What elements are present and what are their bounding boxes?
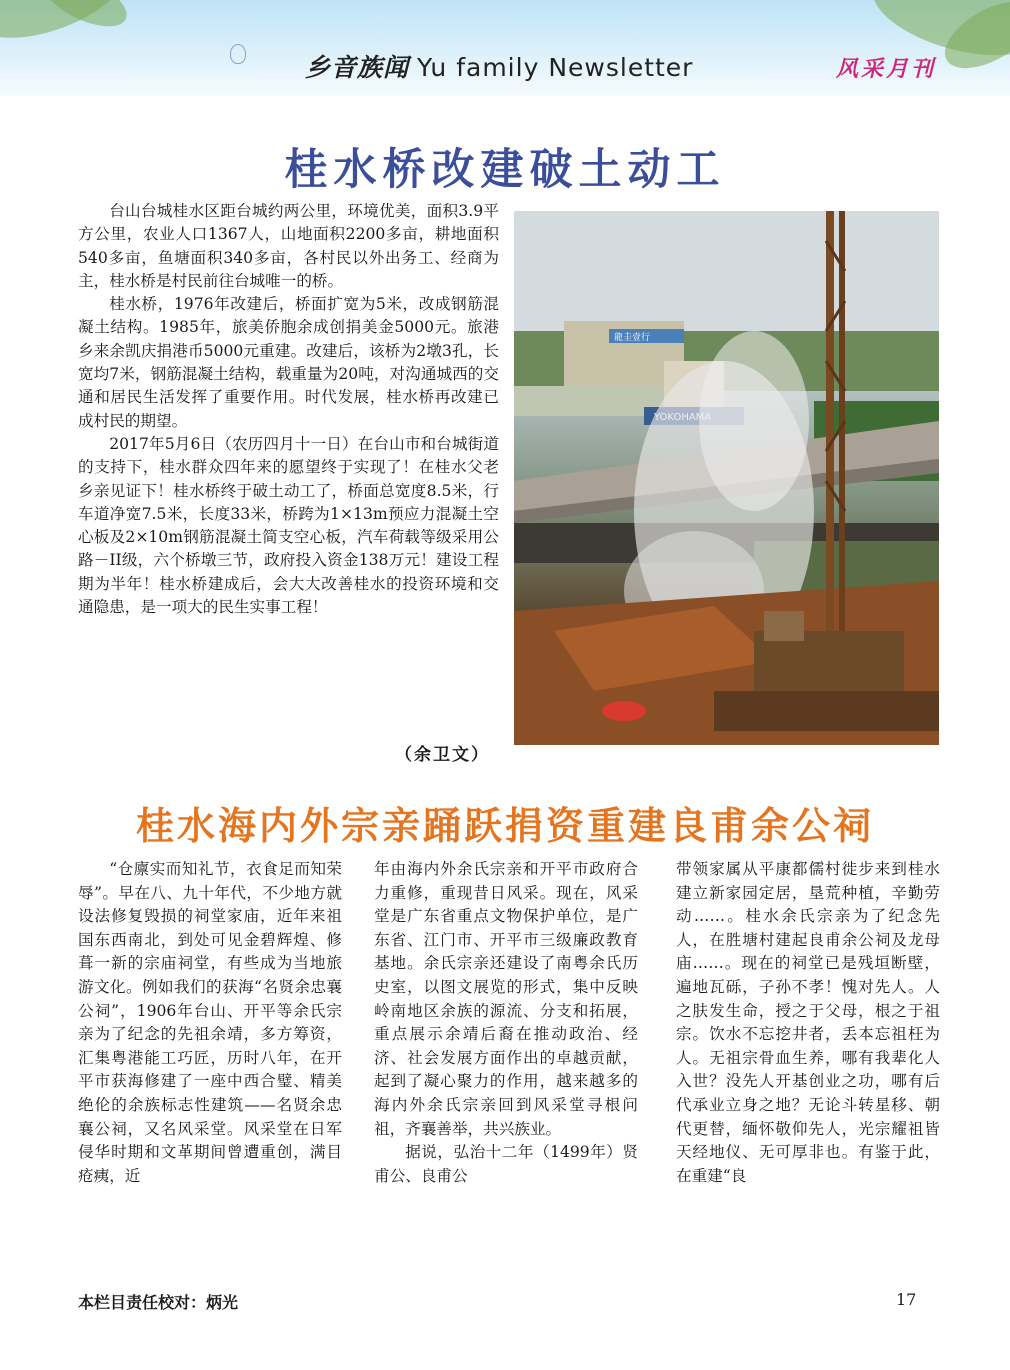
- newsletter-title: [305, 48, 693, 84]
- article2-paragraph: “仓廪实而知礼节，衣食足而知荣辱”。早在八、九十年代，不少地方就设法修复毁损的祠堂家庙，近年来祖国东西南北，到处可见金碧辉煌、修葺一新的宗庙祠堂，有些成为当地旅游文化。例如我们的获海“名贤余忠襄公祠”，1906年台山、开平等余氏宗亲为了纪念的先祖余靖，多方筹资，汇集粤港能工巧匠，历时八年，在开平市获海修建了一座中西合璧、精美绝伦的余族标志性建筑——名贤余忠襄公祠，又名风采堂。风采堂在日军侵华时期和文革期间曾遭重创，满目疮痍，近: [78, 860, 342, 1185]
- footer-editor-credit: 本栏目责任校对：炳光: [78, 1293, 239, 1312]
- article2-headline: 桂水海内外宗亲踊跃捐资重建良甫余公祠: [135, 803, 874, 848]
- article2-paragraph: 年由海内外余氏宗亲和开平市政府合力重修，重现昔日风采。现在，风采堂是广东省重点文物保护单位，是广东省、江门市、开平市三级廉政教育基地。余氏宗亲还建设了南粤余氏历史室，以图文展览的形式，集中反映岭南地区余族的源流、分支和拓展，重点展示余靖后裔在推动政治、经济、社会发展方面作出的卓越贡献，起到了凝心聚力的作用，越来越多的海内外余氏宗亲回到风采堂寻根问祖，齐襄善举，共兴族业。: [374, 860, 638, 1138]
- article1-body: [78, 200, 499, 619]
- balloon-icon: [230, 44, 246, 64]
- article2-paragraph: 带领家属从平康都儒村徙步来到桂水建立新家园定居，垦荒种植，辛勤劳动……。桂水余氏宗亲为了纪念先人，在胜塘村建起良甫余公祠及龙母庙……。现在的祠堂已是残垣断壁，遍地瓦砾，子孙不孝！愧对先人。人之肤发生命，授之于父母，根之于祖宗。饮水不忘挖井者，丢本忘祖枉为人。无祖宗骨血生养，哪有我辈化人入世？没先人开基创业之功，哪有后代承业立身之地？无论斗转星移、朝代更替，缅怀敬仰先人，光宗耀祖皆天经地仪、无可厚非也。有鉴于此，在重建“良: [676, 860, 940, 1185]
- article1-paragraph: 2017年5月6日（农历四月十一日）在台山市和台城街道的支持下，桂水群众四年来的愿望终于实现了！在桂水父老乡亲见证下！桂水桥终于破土动工了，桥面总宽度8.5米，行车道净宽7.5米，长度33米，桥跨为1×13m预应力混凝土空心板及2×10m钢筋混凝土简支空心板，汽车荷载等级采用公路－II级，六个桥墩三节，政府投入资金138万元！建设工程期为半年！桂水桥建成后，会大大改善桂水的投资环境和交通隐患，是一项大的民生实事工程！: [78, 434, 499, 617]
- article2-column-1: [78, 858, 342, 1188]
- bridge-construction-photo: [514, 211, 939, 745]
- article2-column-3: [676, 858, 940, 1188]
- sign-text: 龍圭壹行: [614, 333, 651, 343]
- photo-illustration: [514, 211, 939, 745]
- article1-paragraph: 桂水桥，1976年改建后，桥面扩宽为5米，改成钢筋混凝土结构。1985年，旅美侨胞余成创捐美金5000元。旅港乡来余凯庆捐港币5000元重建。改建后，该桥为2墩3孔，长宽均7米，钢筋混凝土结构，载重量为20吨，对沟通城西的交通和居民生活发挥了重要作用。时代发展，桂水桥再改建已成村民的期望。: [78, 295, 499, 430]
- article1-headline: 桂水桥改建破土动工: [284, 145, 726, 195]
- newsletter-title-cn: 乡音族闻: [305, 53, 410, 82]
- article2-column-2: [374, 858, 638, 1188]
- newsletter-title-en: Yu family Newsletter: [417, 53, 694, 82]
- magazine-name: 风采月刊: [836, 57, 937, 82]
- article1-byline: （余卫文）: [395, 745, 490, 765]
- article2-paragraph: 据说，弘治十二年（1499年）贤甫公、良甫公: [374, 1143, 638, 1185]
- page-number: 17: [896, 1290, 917, 1309]
- article1-paragraph: 台山台城桂水区距台城约两公里，环境优美，面积3.9平方公里，农业人口1367人，山地面积2200多亩，耕地面积540多亩，鱼塘面积340多亩，各村民以外出务工、经商为主，桂水桥是村民前往台城唯一的桥。: [78, 202, 499, 290]
